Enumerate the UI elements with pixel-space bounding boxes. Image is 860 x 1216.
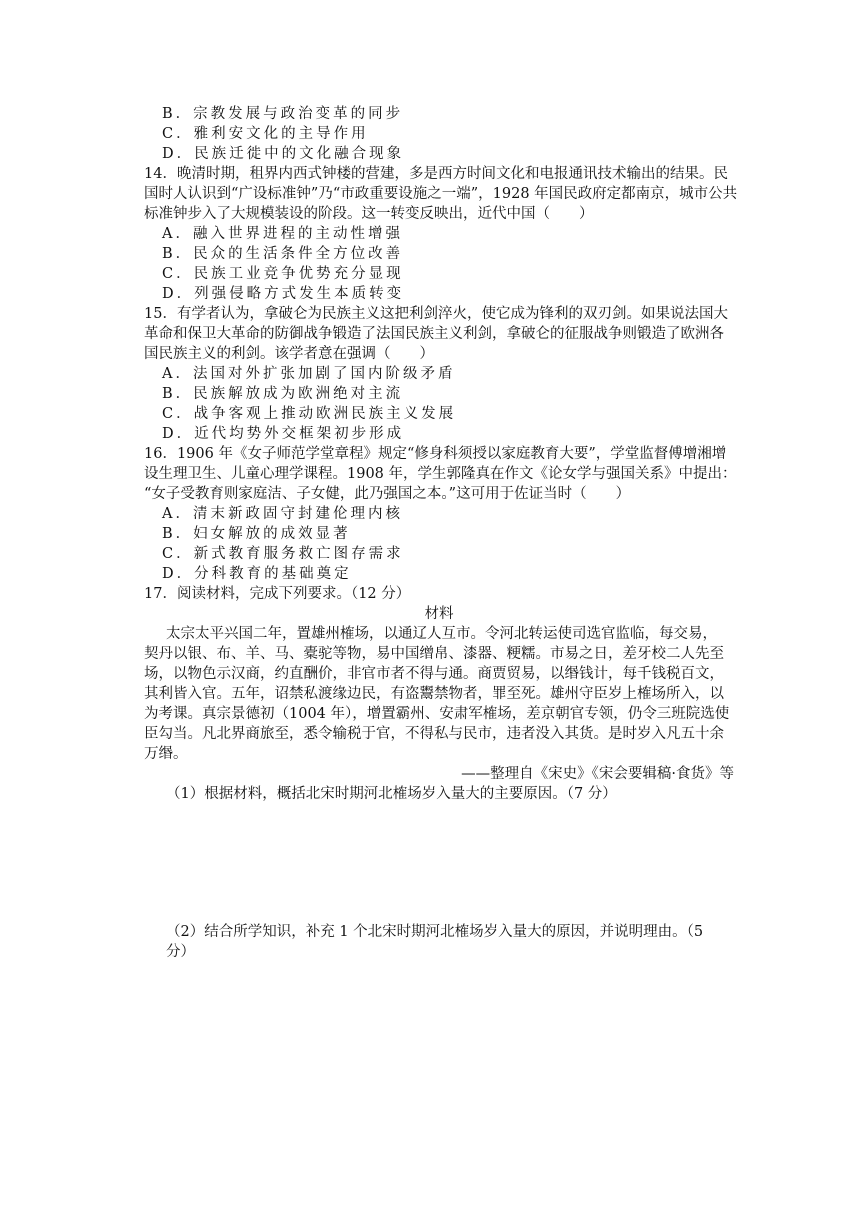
material-line-3: 场，以物色示汉商，约直酬价，非官市者不得与通。商贾贸易，以缗钱计，每千钱税百文， — [144, 666, 724, 682]
q15-option-a: A．法国对外扩张加剧了国内阶级矛盾 — [162, 366, 456, 382]
material-heading: 材料 — [424, 606, 454, 622]
q15-line-1: 15．有学者认为，拿破仑为民族主义这把利剑淬火，使它成为锋利的双刃剑。如果说法国大 — [144, 306, 728, 322]
q16-line-2: 设生理卫生、儿童心理学课程。1908 年，学生郭隆真在作文《论女学与强国关系》中提出： — [144, 466, 737, 482]
q14-option-a: A．融入世界进程的主动性增强 — [162, 226, 403, 242]
option-d-q13: D．民族迁徙中的文化融合现象 — [162, 146, 405, 162]
q16-option-b: B．妇女解放的成效显著 — [162, 526, 351, 542]
q17-sub-question-2-line-2: 分） — [166, 944, 195, 960]
material-line-7: 万缗。 — [144, 746, 188, 762]
q14-option-c: C．民族工业竞争优势充分显现 — [162, 266, 404, 282]
q14-line-3: 标准钟步入了大规模装设的阶段。这一转变反映出，近代中国（ ） — [144, 206, 594, 222]
q16-line-1: 16．1906 年《女子师范学堂章程》规定“修身科须授以家庭教育大要”，学堂监督傅增湘增 — [144, 446, 727, 462]
q17-sub-question-2-line-1: （2）结合所学知识，补充 1 个北宋时期河北榷场岁入量大的原因，并说明理由。（5 — [166, 924, 704, 940]
q14-option-d: D．列强侵略方式发生本质转变 — [162, 286, 405, 302]
q17-title: 17．阅读材料，完成下列要求。（12 分） — [144, 586, 411, 602]
q16-option-d: D．分科教育的基础奠定 — [162, 566, 352, 582]
q15-option-c: C．战争客观上推动欧洲民族主义发展 — [162, 406, 457, 422]
q14-option-b: B．民众的生活条件全方位改善 — [162, 246, 404, 262]
q14-line-1: 14．晚清时期，租界内西式钟楼的营建，多是西方时间文化和电报通讯技术输出的结果。民 — [144, 166, 728, 182]
option-b-q13: B．宗教发展与政治变革的同步 — [162, 106, 404, 122]
material-line-6: 臣勾当。凡北界商旅至，悉令输税于官，不得私与民市，违者没入其货。是时岁入凡五十余 — [144, 726, 724, 742]
option-c-q13: C．雅利安文化的主导作用 — [162, 126, 369, 142]
material-line-5: 为考课。真宗景德初（1004 年），增置霸州、安肃军榷场，差京朝官专领，仍令三班院选使 — [144, 706, 730, 722]
q17-sub-question-1: （1）根据材料，概括北宋时期河北榷场岁入量大的主要原因。（7 分） — [166, 786, 617, 802]
q16-line-3: “女子受教育则家庭洁、子女健，此乃强国之本。”这可用于佐证当时（ ） — [144, 486, 631, 502]
q16-option-c: C．新式教育服务救亡图存需求 — [162, 546, 404, 562]
q16-option-a: A．清末新政固守封建伦理内核 — [162, 506, 403, 522]
q14-line-2: 国时人认识到“广设标准钟”乃“市政重要设施之一端”，1928 年国民政府定都南京，城市公共 — [144, 186, 738, 202]
q15-option-b: B．民族解放成为欧洲绝对主流 — [162, 386, 404, 402]
material-line-1: 太宗太平兴国二年，置雄州榷场，以通辽人互市。令河北转运使司选官监临，每交易， — [166, 626, 717, 642]
q15-line-3: 国民族主义的利剑。该学者意在强调（ ） — [144, 346, 434, 362]
q15-line-2: 革命和保卫大革命的防御战争锻造了法国民族主义利剑，拿破仑的征服战争则锻造了欧洲各 — [144, 326, 724, 342]
material-line-2: 契丹以银、布、羊、马、橐驼等物，易中国缯帛、漆器、粳糯。市易之日，差牙校二人先至 — [144, 646, 724, 662]
q15-option-d: D．近代均势外交框架初步形成 — [162, 426, 405, 442]
material-line-4: 其利皆入官。五年，诏禁私渡缘边民，有盗鬻禁物者，罪至死。雄州守臣岁上榷场所入，以 — [144, 686, 724, 702]
material-source: ——整理自《宋史》《宋会要辑稿·食货》等 — [461, 766, 734, 782]
